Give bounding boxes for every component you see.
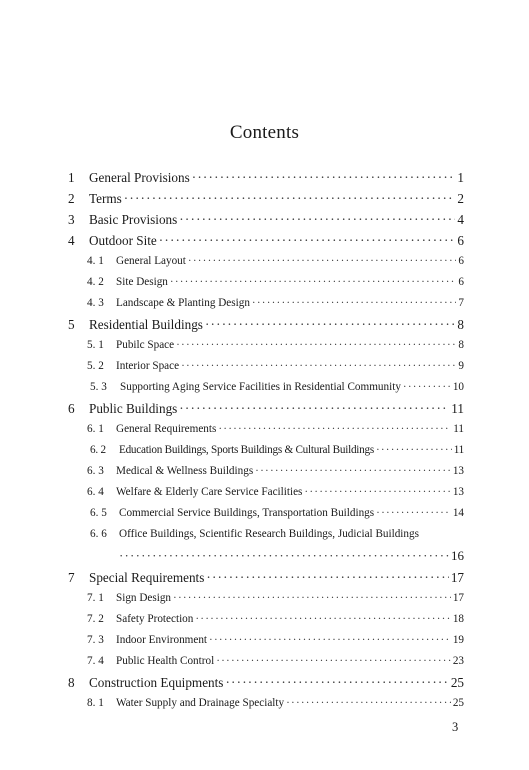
- subsection-number: 7. 2: [87, 613, 104, 625]
- page-ref: 11: [451, 401, 464, 416]
- toc-entry[interactable]: [68, 675, 464, 691]
- section-title: Basic Provisions: [89, 212, 178, 227]
- subsection-title: Indoor Environment: [116, 634, 208, 646]
- subsection-title: Welfare & Elderly Care Service Facilities: [116, 486, 303, 498]
- subsection-title: Sign Design: [116, 592, 172, 604]
- page-ref: 23: [452, 655, 464, 667]
- dot-leader: [195, 613, 450, 625]
- page-ref: 6: [458, 255, 464, 267]
- dot-leader: [119, 548, 449, 564]
- dot-leader: [403, 381, 451, 393]
- toc-subentry[interactable]: [87, 592, 464, 604]
- subsection-number: 5. 2: [87, 360, 104, 372]
- subsection-number: 6. 1: [87, 423, 104, 435]
- toc-subentry[interactable]: [87, 255, 464, 267]
- page-ref: 7: [458, 297, 464, 309]
- section-number: 8: [68, 675, 75, 690]
- toc-subentry[interactable]: [87, 339, 464, 351]
- subsection-number: 6. 4: [87, 486, 104, 498]
- section-title: Construction Equipments: [89, 675, 224, 690]
- section-number: 1: [68, 170, 75, 185]
- toc-entry[interactable]: [68, 233, 464, 249]
- page-title: Contents: [229, 122, 300, 143]
- subsection-title: Water Supply and Drainage Specialty: [116, 697, 285, 709]
- subsection-number: 4. 3: [87, 297, 104, 309]
- dot-leader: [173, 592, 451, 604]
- page-ref: 13: [452, 465, 464, 477]
- page-ref: 1: [457, 170, 464, 185]
- toc-entry[interactable]: [68, 570, 464, 586]
- section-title: Terms: [89, 191, 122, 206]
- page-ref: 11: [453, 444, 464, 456]
- toc-entry[interactable]: [68, 191, 464, 207]
- toc-subentry[interactable]: [87, 276, 464, 288]
- dot-leader: [170, 276, 457, 288]
- dot-leader: [179, 212, 455, 228]
- subsection-number: 8. 1: [87, 697, 104, 709]
- page-ref: 17: [450, 570, 464, 585]
- section-title: Public Buildings: [89, 401, 178, 416]
- dot-leader: [176, 339, 456, 351]
- section-number: 2: [68, 191, 75, 206]
- dot-leader: [255, 465, 451, 477]
- page-number: 3: [452, 720, 459, 734]
- subsection-title: General Requirements: [116, 423, 217, 435]
- subsection-number: 6. 6: [90, 528, 107, 540]
- subsection-title: Education Buildings, Sports Buildings & Cultural Buildings: [119, 444, 374, 456]
- page-ref: 11: [453, 423, 464, 435]
- subsection-number: 7. 4: [87, 655, 104, 667]
- subsection-number: 4. 2: [87, 276, 104, 288]
- subsection-number: 7. 3: [87, 634, 104, 646]
- subsection-title: General Layout: [116, 255, 186, 267]
- dot-leader: [218, 423, 451, 435]
- page-ref: 17: [452, 592, 464, 604]
- toc-subentry[interactable]: [87, 423, 464, 435]
- dot-leader: [376, 444, 452, 456]
- toc-entry[interactable]: [68, 401, 464, 417]
- dot-leader: [192, 170, 456, 186]
- dot-leader: [188, 255, 457, 267]
- section-title: General Provisions: [89, 170, 190, 185]
- subsection-title: Public Health Control: [116, 655, 215, 667]
- section-number: 7: [68, 570, 75, 585]
- dot-leader: [225, 675, 448, 691]
- dot-leader: [216, 655, 451, 667]
- toc-subentry[interactable]: [90, 444, 464, 456]
- dot-leader: [209, 634, 451, 646]
- subsection-title: Commercial Service Buildings, Transportation Buildings: [119, 507, 375, 519]
- toc-subentry[interactable]: [87, 697, 464, 709]
- subsection-number: 6. 2: [90, 444, 106, 456]
- section-title: Outdoor Site: [89, 233, 157, 248]
- dot-leader: [181, 360, 456, 372]
- page-ref: 2: [457, 191, 464, 206]
- subsection-title: Office Buildings, Scientific Research Buildings, Judicial Buildings: [119, 528, 419, 540]
- subsection-number: 5. 1: [87, 339, 104, 351]
- dot-leader: [205, 317, 455, 333]
- page-ref: 14: [452, 507, 464, 519]
- subsection-title: Medical & Wellness Buildings: [116, 465, 254, 477]
- section-number: 3: [68, 212, 75, 227]
- page-ref: 8: [457, 317, 464, 332]
- toc-subentry[interactable]: [87, 613, 464, 625]
- section-number: 6: [68, 401, 75, 416]
- toc-subentry[interactable]: [87, 297, 464, 309]
- toc-subentry[interactable]: [87, 634, 464, 646]
- subsection-number: 5. 3: [90, 381, 107, 393]
- dot-leader: [252, 297, 456, 309]
- dot-leader: [124, 191, 456, 207]
- dot-leader: [159, 233, 456, 249]
- subsection-title: Supporting Aging Service Facilities in Residential Community: [120, 381, 401, 393]
- toc-subentry[interactable]: [87, 655, 464, 667]
- toc-subentry[interactable]: [87, 465, 464, 477]
- subsection-title: Safety Protection: [116, 613, 194, 625]
- subsection-number: 6. 3: [87, 465, 104, 477]
- subsection-title: Site Design: [116, 276, 168, 288]
- page-ref: 8: [458, 339, 464, 351]
- toc-subentry[interactable]: [87, 360, 464, 372]
- page-ref: 13: [452, 486, 464, 498]
- section-number: 4: [68, 233, 75, 248]
- toc-subentry[interactable]: [90, 507, 464, 519]
- dot-leader: [286, 697, 451, 709]
- section-title: Residential Buildings: [89, 317, 203, 332]
- dot-leader: [304, 486, 450, 498]
- toc-subentry[interactable]: [87, 486, 464, 498]
- page-ref: 16: [451, 548, 464, 563]
- subsection-number: 7. 1: [87, 592, 104, 604]
- page-ref: 6: [457, 233, 464, 248]
- toc-entry[interactable]: [68, 317, 464, 333]
- subsection-title: Landscape & Planting Design: [116, 297, 250, 309]
- dot-leader: [206, 570, 448, 586]
- section-title: Special Requirements: [89, 570, 205, 585]
- page-ref: 10: [452, 381, 464, 393]
- page-ref: 9: [458, 360, 464, 372]
- subsection-number: 4. 1: [87, 255, 104, 267]
- page-ref: 6: [458, 276, 464, 288]
- subsection-title: Interior Space: [116, 360, 180, 372]
- section-number: 5: [68, 317, 75, 332]
- page-ref: 25: [450, 675, 464, 690]
- page-ref: 18: [452, 613, 464, 625]
- subsection-number: 6. 5: [90, 507, 107, 519]
- toc-subentry-continuation[interactable]: [119, 548, 464, 564]
- page-ref: 19: [452, 634, 464, 646]
- page-ref: 25: [452, 697, 464, 709]
- toc-entry[interactable]: [68, 212, 464, 228]
- subsection-title: Pubilc Space: [116, 339, 175, 351]
- dot-leader: [376, 507, 451, 519]
- page-ref: 4: [457, 212, 464, 227]
- toc-subentry[interactable]: [90, 528, 464, 540]
- toc-subentry[interactable]: [90, 381, 464, 393]
- toc-entry[interactable]: [68, 170, 464, 186]
- dot-leader: [179, 401, 449, 417]
